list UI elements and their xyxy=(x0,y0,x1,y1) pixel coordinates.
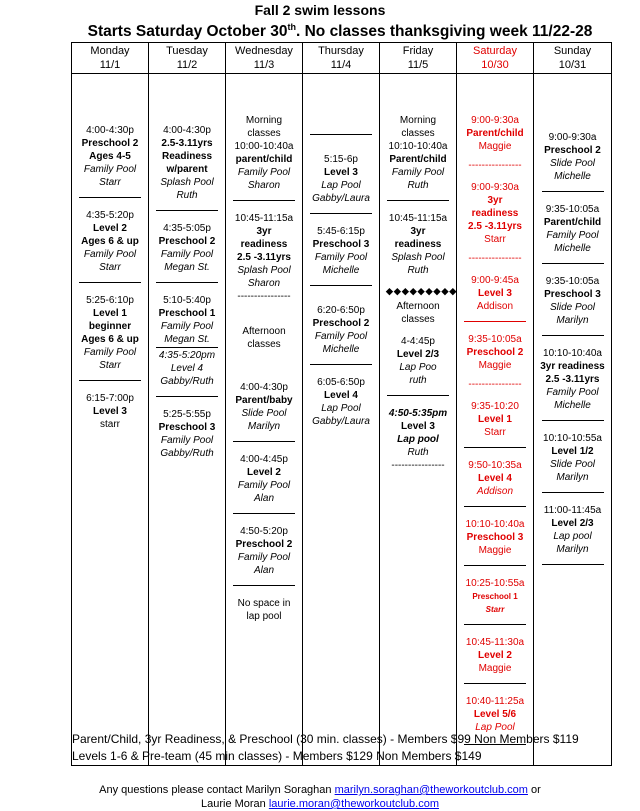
saturday-column xyxy=(457,74,534,766)
divider xyxy=(79,197,141,198)
day-header-tuesday: Tuesday 11/2 xyxy=(149,43,226,74)
dashes-divider: ---------------- xyxy=(237,291,291,302)
class-entry: 6:20-6:50p Preschool 2 Family Pool Michelle xyxy=(312,305,370,355)
divider xyxy=(464,506,526,507)
note-2: lap pool xyxy=(246,611,282,622)
email-link-marilyn[interactable]: marilyn.soraghan@theworkoutclub.com xyxy=(334,784,528,796)
page-subtitle: Starts Saturday October 30th. No classes thanksgiving week 11/22-28 xyxy=(87,22,593,41)
class-entry: 10:40-11:25a Level 5/6 Lap Pool xyxy=(465,696,525,733)
divider xyxy=(542,420,604,421)
divider xyxy=(233,200,295,201)
tuesday-column xyxy=(149,74,226,766)
divider xyxy=(79,380,141,381)
contact-name-2: Laurie Moran xyxy=(200,798,269,810)
divider xyxy=(542,492,604,493)
class-entry: 9:00-9:30a Preschool 2 Slide Pool Michelle xyxy=(544,132,601,182)
contact-text: Any questions please contact Marilyn Soraghan xyxy=(99,784,335,796)
class-entry: 4:35-5:20pm Level 4 Gabby/Ruth xyxy=(158,350,216,387)
class-entry: 9:00-9:30a Parent/child Maggie xyxy=(466,115,524,152)
divider xyxy=(156,347,218,348)
class-entry: 4:00-4:45p Level 2 Family Pool Alan xyxy=(237,454,291,504)
divider xyxy=(310,285,372,286)
day-header-wednesday: Wednesday 11/3 xyxy=(226,43,303,74)
friday-column xyxy=(380,74,457,766)
class-entry: 10:45-11:30a Level 2 Maggie xyxy=(465,637,525,674)
class-entry: 4-4:45p Level 2/3 Lap Poo ruth xyxy=(396,336,440,386)
class-entry: 10:45-11:15a 3yr readiness 2.5 -3.11yrs Splash Pool Sharon xyxy=(234,213,294,289)
class-entry: 9:35-10:05a Parent/child Family Pool Michelle xyxy=(543,204,602,254)
class-entry: 9:50-10:35a Level 4 Addison xyxy=(468,460,522,497)
divider xyxy=(387,200,449,201)
class-entry: 10:10-10:55a Level 1/2 Slide Pool Marilyn xyxy=(543,433,602,483)
monday-column xyxy=(72,74,149,766)
wednesday-column xyxy=(226,74,303,766)
divider xyxy=(233,441,295,442)
day-header-saturday: Saturday 10/30 xyxy=(457,43,534,74)
class-entry: 5:45-6:15p Preschool 3 Family Pool Michelle xyxy=(312,226,370,276)
class-entry: 4:50-5:20p Preschool 2 Family Pool Alan xyxy=(235,526,293,576)
dashes-divider: ---------------- xyxy=(391,460,445,471)
divider xyxy=(156,282,218,283)
divider xyxy=(542,263,604,264)
divider xyxy=(464,624,526,625)
class-entry: 5:10-5:40p Preschool 1 Family Pool Megan St. xyxy=(158,295,216,345)
divider xyxy=(387,395,449,396)
morning-label-2: classes xyxy=(247,128,281,139)
email-link-laurie[interactable]: laurie.moran@theworkoutclub.com xyxy=(268,798,439,810)
diamond-divider: ◆◆◆◆◆◆◆◆◆ xyxy=(386,286,458,296)
divider xyxy=(310,213,372,214)
afternoon-label-2: classes xyxy=(401,314,435,325)
divider xyxy=(310,134,372,135)
morning-label: Morning xyxy=(399,115,437,126)
schedule-table xyxy=(71,42,612,766)
afternoon-label: Afternoon xyxy=(396,301,440,312)
class-entry: 5:15-6p Level 3 Lap Pool Gabby/Laura xyxy=(312,154,370,204)
afternoon-label-2: classes xyxy=(247,339,281,350)
class-entry: 4:00-4:30p Preschool 2 Ages 4-5 Family Pool Starr xyxy=(81,125,139,188)
divider xyxy=(542,191,604,192)
divider xyxy=(542,564,604,565)
classes-row xyxy=(72,74,612,766)
thursday-column xyxy=(303,74,380,766)
day-header-monday: Monday 11/1 xyxy=(72,43,149,74)
dashes-divider: ---------------- xyxy=(468,253,522,264)
class-entry: 4:35-5:20p Level 2 Ages 6 & up Family Pool Starr xyxy=(81,210,139,273)
class-entry: 4:00-4:30p 2.5-3.11yrs Readiness w/parent Splash Pool Ruth xyxy=(160,125,214,201)
header-row xyxy=(72,43,612,74)
class-entry: 10:10-10:40a Parent/child Family Pool Ruth xyxy=(388,141,448,191)
day-header-sunday: Sunday 10/31 xyxy=(534,43,612,74)
day-header-friday: Friday 11/5 xyxy=(380,43,457,74)
contact-or: or xyxy=(527,784,541,796)
class-entry: 6:05-6:50p Level 4 Lap Pool Gabby/Laura xyxy=(312,377,370,427)
dashes-divider: ---------------- xyxy=(468,160,522,171)
page-title: Fall 2 swim lessons xyxy=(254,2,386,18)
pricing-line-2: Levels 1-6 & Pre-team (45 min classes) - Members $129 Non Members $149 xyxy=(72,749,482,763)
class-entry: 4:50-5:35pm Level 3 Lap pool Ruth xyxy=(388,408,448,458)
divider xyxy=(156,210,218,211)
morning-label-2: classes xyxy=(401,128,435,139)
class-entry: 9:35-10:05a Preschool 3 Slide Pool Marilyn xyxy=(544,276,601,326)
divider xyxy=(310,364,372,365)
class-entry: 10:10-10:40a Preschool 3 Maggie xyxy=(465,519,525,556)
class-entry: 4:35-5:05p Preschool 2 Family Pool Megan St. xyxy=(158,223,216,273)
pricing-line-1: Parent/Child, 3yr Readiness, & Preschool (30 min. classes) - Members $99 Non Members $119 xyxy=(72,732,579,746)
divider xyxy=(233,513,295,514)
class-entry: 4:00-4:30p Parent/baby Slide Pool Marilyn xyxy=(235,382,293,432)
class-entry: 6:15-7:00p Level 3 starr xyxy=(86,393,134,430)
divider xyxy=(542,335,604,336)
class-entry: 10:25-10:55a Preschool 1 Starr xyxy=(465,578,525,614)
divider xyxy=(464,683,526,684)
class-entry: 9:35-10:20 Level 1 Starr xyxy=(471,401,519,438)
divider xyxy=(233,585,295,586)
class-entry: 10:10-10:40a 3yr readiness 2.5 -3.11yrs Family Pool Michelle xyxy=(540,348,605,411)
day-header-thursday: Thursday 11/4 xyxy=(303,43,380,74)
sunday-column xyxy=(534,74,612,766)
contact-info xyxy=(0,783,640,811)
afternoon-label: Afternoon xyxy=(242,326,286,337)
dashes-divider: ---------------- xyxy=(468,379,522,390)
divider xyxy=(156,396,218,397)
morning-label: Morning xyxy=(245,115,283,126)
class-entry: 10:00-10:40a parent/child Family Pool Sharon xyxy=(234,141,294,191)
divider xyxy=(464,321,526,322)
note: No space in xyxy=(237,598,291,609)
class-entry: 5:25-6:10p Level 1 beginner Ages 6 & up Family Pool Starr xyxy=(81,295,139,371)
class-entry: 9:35-10:05a Preschool 2 Maggie xyxy=(466,334,524,371)
class-entry: 11:00-11:45a Level 2/3 Lap pool Marilyn xyxy=(543,505,602,555)
class-entry: 9:00-9:45a Level 3 Addison xyxy=(471,275,519,312)
divider xyxy=(79,282,141,283)
pricing-info xyxy=(72,731,579,765)
class-entry: 9:00-9:30a 3yr readiness 2.5 -3.11yrs Starr xyxy=(468,182,522,245)
divider xyxy=(464,447,526,448)
class-entry: 5:25-5:55p Preschool 3 Family Pool Gabby/Ruth xyxy=(158,409,216,459)
class-entry: 10:45-11:15a 3yr readiness Splash Pool Ruth xyxy=(388,213,448,276)
divider xyxy=(464,565,526,566)
